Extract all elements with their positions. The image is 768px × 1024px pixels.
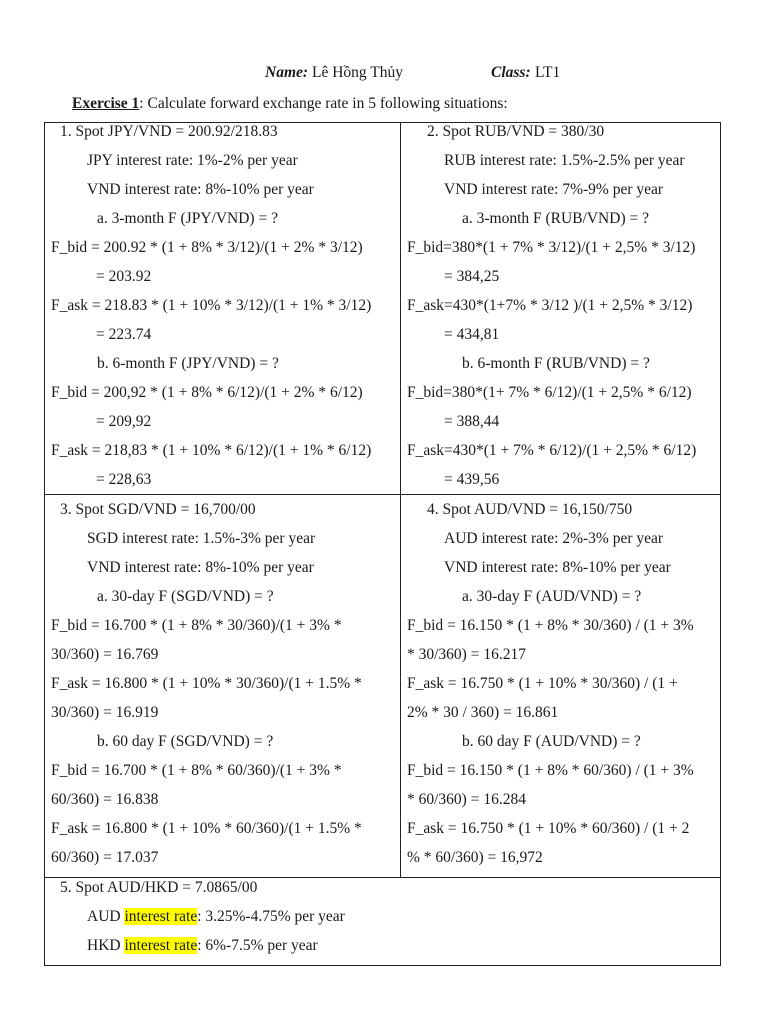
result-line: = 223.74 [96,326,152,343]
result-line: = 209,92 [96,413,152,430]
spot-rate-line: 4. Spot AUD/VND = 16,150/750 [427,501,633,518]
cell-situation-5 [51,873,711,960]
class-value: LT1 [535,64,561,81]
rate-value: : 3.25%-4.75% per year [197,908,345,925]
formula-line: F_ask=430*(1 + 7% * 6/12)/(1 + 2,5% * 6/12) [407,442,697,459]
exercise-heading [72,95,508,113]
cell-situation-4 [407,495,717,872]
result-line: = 384,25 [444,268,500,285]
class-label: Class: [491,64,531,81]
interest-rate-line [51,902,711,931]
formula-line: F_bid = 200,92 * (1 + 8% * 6/12)/(1 + 2% * 6/12) [51,384,363,401]
formula-line: F_bid = 200.92 * (1 + 8% * 3/12)/(1 + 2% * 3/12) [51,239,363,256]
formula-line: F_ask = 218.83 * (1 + 10% * 3/12)/(1 + 1% * 3/12) [51,297,372,314]
currency-code: AUD [87,908,125,925]
result-line: = 203.92 [96,268,152,285]
name-label: Name: [265,64,309,81]
spot-rate-line: 3. Spot SGD/VND = 16,700/00 [60,501,256,518]
result-line: 60/360) = 16.838 [51,791,159,808]
highlighted-text: interest rate [124,908,198,925]
question-line: a. 3-month F (RUB/VND) = ? [462,210,649,227]
student-name: Lê Hồng Thủy [312,64,403,81]
rate-value: : 6%-7.5% per year [197,937,318,954]
result-line: = 228,63 [96,471,152,488]
interest-rate-line: VND interest rate: 8%-10% per year [444,559,671,576]
result-line: 30/360) = 16.769 [51,646,159,663]
formula-line: F_ask = 16.800 * (1 + 10% * 60/360)/(1 + 1.5% * [51,820,362,837]
formula-line: F_ask = 16.750 * (1 + 10% * 30/360) / (1 + [407,675,678,692]
interest-rate-line [51,931,711,960]
interest-rate-line: JPY interest rate: 1%-2% per year [87,152,298,169]
formula-line: F_ask = 16.750 * (1 + 10% * 60/360) / (1 + 2 [407,820,690,837]
result-line: = 434,81 [444,326,500,343]
formula-line: F_bid = 16.700 * (1 + 8% * 30/360)/(1 + 3% * [51,617,342,634]
exercise-instruction: : Calculate forward exchange rate in 5 following situations: [139,95,508,112]
result-line: = 439,56 [444,471,500,488]
formula-line: F_ask = 218,83 * (1 + 10% * 6/12)/(1 + 1% * 6/12) [51,442,372,459]
question-line: b. 60 day F (SGD/VND) = ? [97,733,274,750]
spot-rate-line: 5. Spot AUD/HKD = 7.0865/00 [60,879,258,896]
result-line: 30/360) = 16.919 [51,704,159,721]
interest-rate-line: AUD interest rate: 2%-3% per year [444,530,664,547]
result-line: * 30/360) = 16.217 [407,646,526,663]
interest-rate-line: VND interest rate: 7%-9% per year [444,181,664,198]
header-line [0,64,768,86]
formula-line: F_bid = 16.150 * (1 + 8% * 30/360) / (1 + 3% [407,617,694,634]
question-line: b. 6-month F (JPY/VND) = ? [97,355,279,372]
result-line: 60/360) = 17.037 [51,849,159,866]
question-line: b. 6-month F (RUB/VND) = ? [462,355,650,372]
column-divider [400,122,401,877]
highlighted-text: interest rate [124,937,198,954]
result-line: * 60/360) = 16.284 [407,791,526,808]
formula-line: F_bid = 16.150 * (1 + 8% * 60/360) / (1 + 3% [407,762,694,779]
result-line: % * 60/360) = 16,972 [407,849,543,866]
result-line: 2% * 30 / 360) = 16.861 [407,704,559,721]
interest-rate-line: VND interest rate: 8%-10% per year [87,559,314,576]
exercise-label: Exercise 1 [72,95,140,112]
formula-line: F_bid=380*(1+ 7% * 6/12)/(1 + 2,5% * 6/12) [407,384,692,401]
spot-rate-line: 1. Spot JPY/VND = 200.92/218.83 [60,123,278,140]
interest-rate-line: RUB interest rate: 1.5%-2.5% per year [444,152,685,169]
question-line: a. 30-day F (SGD/VND) = ? [97,588,274,605]
formula-line: F_bid=380*(1 + 7% * 3/12)/(1 + 2,5% * 3/12) [407,239,696,256]
cell-situation-2 [407,117,717,494]
question-line: a. 3-month F (JPY/VND) = ? [97,210,278,227]
formula-line: F_ask=430*(1+7% * 3/12 )/(1 + 2,5% * 3/12) [407,297,693,314]
question-line: b. 60 day F (AUD/VND) = ? [462,733,641,750]
formula-line: F_ask = 16.800 * (1 + 10% * 30/360)/(1 + 1.5% * [51,675,362,692]
result-line: = 388,44 [444,413,500,430]
cell-situation-3 [51,495,394,872]
question-line: a. 30-day F (AUD/VND) = ? [462,588,642,605]
interest-rate-line: VND interest rate: 8%-10% per year [87,181,314,198]
cell-situation-1 [51,117,394,494]
formula-line: F_bid = 16.700 * (1 + 8% * 60/360)/(1 + 3% * [51,762,342,779]
interest-rate-line: SGD interest rate: 1.5%-3% per year [87,530,316,547]
spot-rate-line: 2. Spot RUB/VND = 380/30 [427,123,605,140]
currency-code: HKD [87,937,125,954]
